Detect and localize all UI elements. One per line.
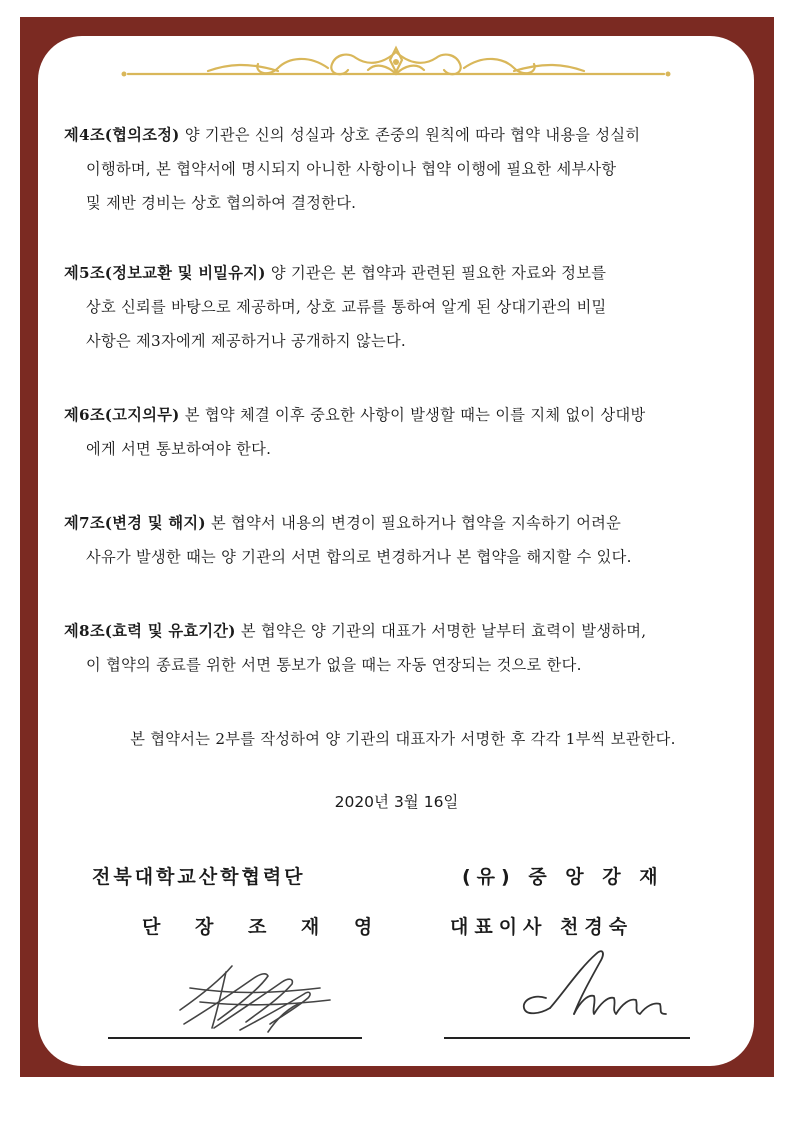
ornament-flourish	[118, 44, 674, 84]
article-6	[64, 398, 742, 466]
article-7	[64, 506, 742, 574]
article-4	[64, 118, 742, 220]
party-right-representative: 대표이사 천경숙	[450, 916, 634, 938]
article-heading: 제8조(효력 및 유효기간)	[64, 622, 236, 640]
article-5	[64, 256, 742, 358]
article-heading: 제5조(정보교환 및 비밀유지)	[64, 264, 266, 282]
article-heading: 제7조(변경 및 해지)	[64, 514, 206, 532]
article-heading: 제4조(협의조정)	[64, 126, 180, 144]
party-left-organization: 전북대학교산학협력단	[92, 866, 306, 888]
article-text: 본 협약은 양 기관의 대표가 서명한 날부터 효력이 발생하며,	[240, 622, 647, 640]
article-text: 본 협약 체결 이후 중요한 사항이 발생할 때는 이를 지체 없이 상대방	[184, 406, 646, 424]
signature-line-right	[444, 1037, 690, 1039]
article-text: 양 기관은 본 협약과 관련된 필요한 자료와 정보를	[270, 264, 607, 282]
article-text: 이행하며, 본 협약서에 명시되지 아니한 사항이나 협약 이행에 필요한 세부사항	[86, 160, 617, 178]
article-text: 및 제반 경비는 상호 협의하여 결정한다.	[86, 194, 357, 212]
party-right-organization: (유) 중 앙 강 재	[462, 866, 664, 888]
article-text: 에게 서면 통보하여야 한다.	[86, 440, 272, 458]
signature-line-left	[108, 1037, 362, 1039]
article-heading: 제6조(고지의무)	[64, 406, 180, 424]
article-text: 사유가 발생한 때는 양 기관의 서면 합의로 변경하거나 본 협약을 해지할 수 있다.	[86, 548, 632, 566]
article-8	[64, 614, 742, 682]
article-text: 상호 신뢰를 바탕으로 제공하며, 상호 교류를 통하여 알게 된 상대기관의 비밀	[86, 298, 607, 316]
signature-left	[170, 958, 340, 1038]
signing-date: 2020년 3월 16일	[334, 793, 459, 811]
article-text: 양 기관은 신의 성실과 상호 존중의 원칙에 따라 협약 내용을 성실히	[184, 126, 641, 144]
closing-statement: 본 협약서는 2부를 작성하여 양 기관의 대표자가 서명한 후 각각 1부씩 보관한다.	[130, 730, 676, 748]
signature-right	[510, 944, 690, 1024]
party-left-representative: 단 장 조 재 영	[142, 916, 387, 938]
article-text: 이 협약의 종료를 위한 서면 통보가 없을 때는 자동 연장되는 것으로 한다.	[86, 656, 582, 674]
article-text: 본 협약서 내용의 변경이 필요하거나 협약을 지속하기 어려운	[210, 514, 622, 532]
article-text: 사항은 제3자에게 제공하거나 공개하지 않는다.	[86, 332, 407, 350]
